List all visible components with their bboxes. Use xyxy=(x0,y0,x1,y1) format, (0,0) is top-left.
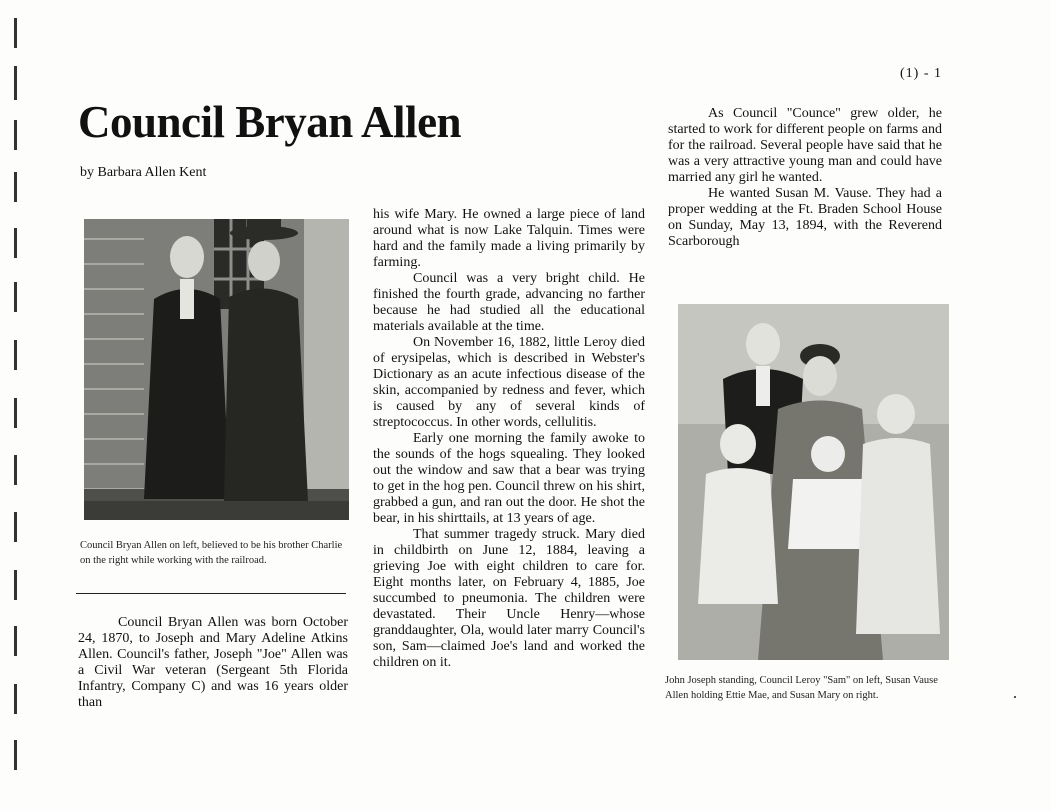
binder-hole-mark xyxy=(14,626,17,656)
binder-margin xyxy=(0,0,30,811)
page-number: (1) - 1 xyxy=(900,66,942,81)
binder-hole-mark xyxy=(14,120,17,150)
binder-hole-mark xyxy=(14,512,17,542)
article-paragraph: his wife Mary. He owned a large piece of land around what is now Lake Talquin. Times were hard and the family made a living primarily by farming. xyxy=(373,207,645,270)
article-column-2 xyxy=(373,207,645,671)
article-paragraph: He wanted Susan M. Vause. They had a proper wedding at the Ft. Braden School House on Sunday, May 13, 1894, with the Reverend Scarborough xyxy=(668,186,942,249)
binder-hole-mark xyxy=(14,684,17,714)
article-column-3 xyxy=(668,106,942,250)
binder-hole-mark xyxy=(14,455,17,485)
binder-hole-mark xyxy=(14,18,17,48)
article-paragraph: That summer tragedy struck. Mary died in childbirth on June 12, 1884, leaving a grieving Joe with eight children to care for. Eight months later, on February 4, 1885, Joe succumbed to pneumonia. The children were devastated. Their Uncle Henry—whose granddaughter, Ola, would later marry Council's son, Sam—claimed Joe's land and worked the children on it. xyxy=(373,527,645,670)
section-divider xyxy=(76,593,346,594)
photo-caption: Council Bryan Allen on left, believed to be his brother Charlie on the right while working with the railroad. xyxy=(80,540,343,566)
article-title: Council Bryan Allen xyxy=(78,97,462,147)
article-paragraph: As Council "Counce" grew older, he started to work for different people on farms and for the railroad. Several people have said that he was a very attractive young man and could have married any girl he wanted. xyxy=(668,106,942,185)
article-byline: by Barbara Allen Kent xyxy=(80,165,207,180)
article-paragraph: On November 16, 1882, little Leroy died of erysipelas, which is described in Webster's Dictionary as an acute infectious disease of the skin, accompanied by redness and fever, which is caused by any of several kinds of streptococcus. In other words, cellulitis. xyxy=(373,335,645,430)
binder-hole-mark xyxy=(14,340,17,370)
photo-allen-family-illustration xyxy=(678,304,949,660)
binder-hole-mark xyxy=(14,740,17,770)
binder-hole-mark xyxy=(14,228,17,258)
photo-caption: John Joseph standing, Council Leroy "Sam" on left, Susan Vause Allen holding Ettie Mae, and Susan Mary on right. xyxy=(665,675,938,701)
photo-allen-family xyxy=(678,304,949,660)
binder-hole-mark xyxy=(14,66,17,100)
binder-hole-mark xyxy=(14,282,17,312)
article-column-1 xyxy=(78,615,348,711)
photo-allen-brothers xyxy=(84,219,349,520)
article-paragraph: Council Bryan Allen was born October 24, 1870, to Joseph and Mary Adeline Atkins Allen. Council's father, Joseph "Joe" Allen was a Civil War veteran (Sergeant 5th Florida Infantry, Company C) and was 16 years older than xyxy=(78,615,348,710)
binder-hole-mark xyxy=(14,172,17,202)
article-paragraph: Early one morning the family awoke to the sounds of the hogs squealing. They looked out the window and saw that a bear was trying to get in the hog pen. Council threw on his shirt, grabbed a gun, and ran out the door. He shot the bear, in his shirttails, at 13 years of age. xyxy=(373,431,645,526)
photo-allen-brothers-illustration xyxy=(84,219,349,520)
article-paragraph: Council was a very bright child. He finished the fourth grade, advancing no farther because he had studied all the educational materials available at the time. xyxy=(373,271,645,334)
binder-hole-mark xyxy=(14,398,17,428)
binder-hole-mark xyxy=(14,570,17,600)
paper-speck xyxy=(1014,696,1016,698)
